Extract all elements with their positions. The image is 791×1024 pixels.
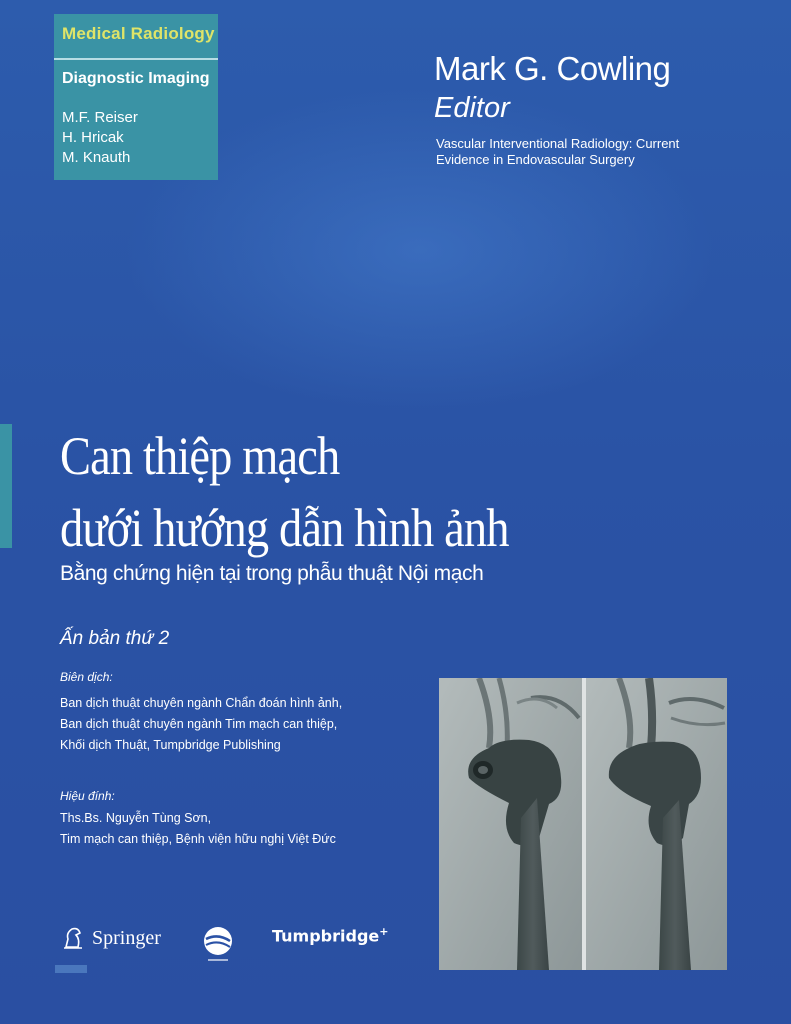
globe-icon: [198, 925, 242, 965]
series-editor: H. Hricak: [62, 129, 124, 146]
original-title: [436, 136, 736, 168]
series-box: [54, 14, 218, 180]
review-label: Hiệu đính:: [60, 789, 115, 803]
series-editors: [62, 108, 138, 168]
series-editor: M. Knauth: [62, 149, 131, 166]
springer-logo: [60, 925, 161, 951]
original-title-line: Vascular Interventional Radiology: Current: [436, 136, 680, 151]
review-lines: [60, 808, 336, 850]
series-title: Medical Radiology: [62, 24, 215, 43]
book-title: [60, 420, 509, 564]
tumpbridge-logo: [272, 925, 388, 945]
bottom-strip: [55, 965, 87, 973]
original-title-line: Evidence in Endovascular Surgery: [436, 152, 635, 167]
series-subtitle: Diagnostic Imaging: [62, 70, 210, 87]
review-line: Tim mạch can thiệp, Bệnh viện hữu nghị Việt Đức: [60, 832, 336, 846]
tumpbridge-plus-mark: +: [379, 925, 389, 938]
editor-role: Editor: [434, 92, 510, 124]
editor-name: Mark G. Cowling: [434, 50, 671, 87]
translation-label: Biên dịch:: [60, 670, 113, 684]
translation-lines: [60, 693, 342, 756]
book-title-line: Can thiệp mạch: [60, 426, 340, 486]
translation-line: Khối dịch Thuật, Tumpbridge Publishing: [60, 738, 281, 752]
series-divider: [54, 58, 218, 60]
medical-publisher-logo: [198, 925, 242, 970]
book-title-line: dưới hướng dẫn hình ảnh: [60, 498, 509, 558]
translation-line: Ban dịch thuật chuyên ngành Tim mạch can thiệp,: [60, 717, 338, 731]
series-editor: M.F. Reiser: [62, 109, 138, 126]
tumpbridge-label: Tumpbridge: [272, 926, 380, 946]
side-accent-bar: [0, 424, 12, 548]
translation-line: Ban dịch thuật chuyên ngành Chẩn đoán hình ảnh,: [60, 696, 343, 710]
springer-label: Springer: [92, 926, 161, 949]
springer-knight-icon: [60, 925, 86, 951]
book-subtitle: Bằng chứng hiện tại trong phẫu thuật Nội mạch: [60, 562, 484, 585]
angiography-image: [439, 678, 727, 970]
review-line: Ths.Bs. Nguyễn Tùng Sơn,: [60, 811, 212, 825]
edition: Ấn bản thứ 2: [60, 628, 170, 649]
